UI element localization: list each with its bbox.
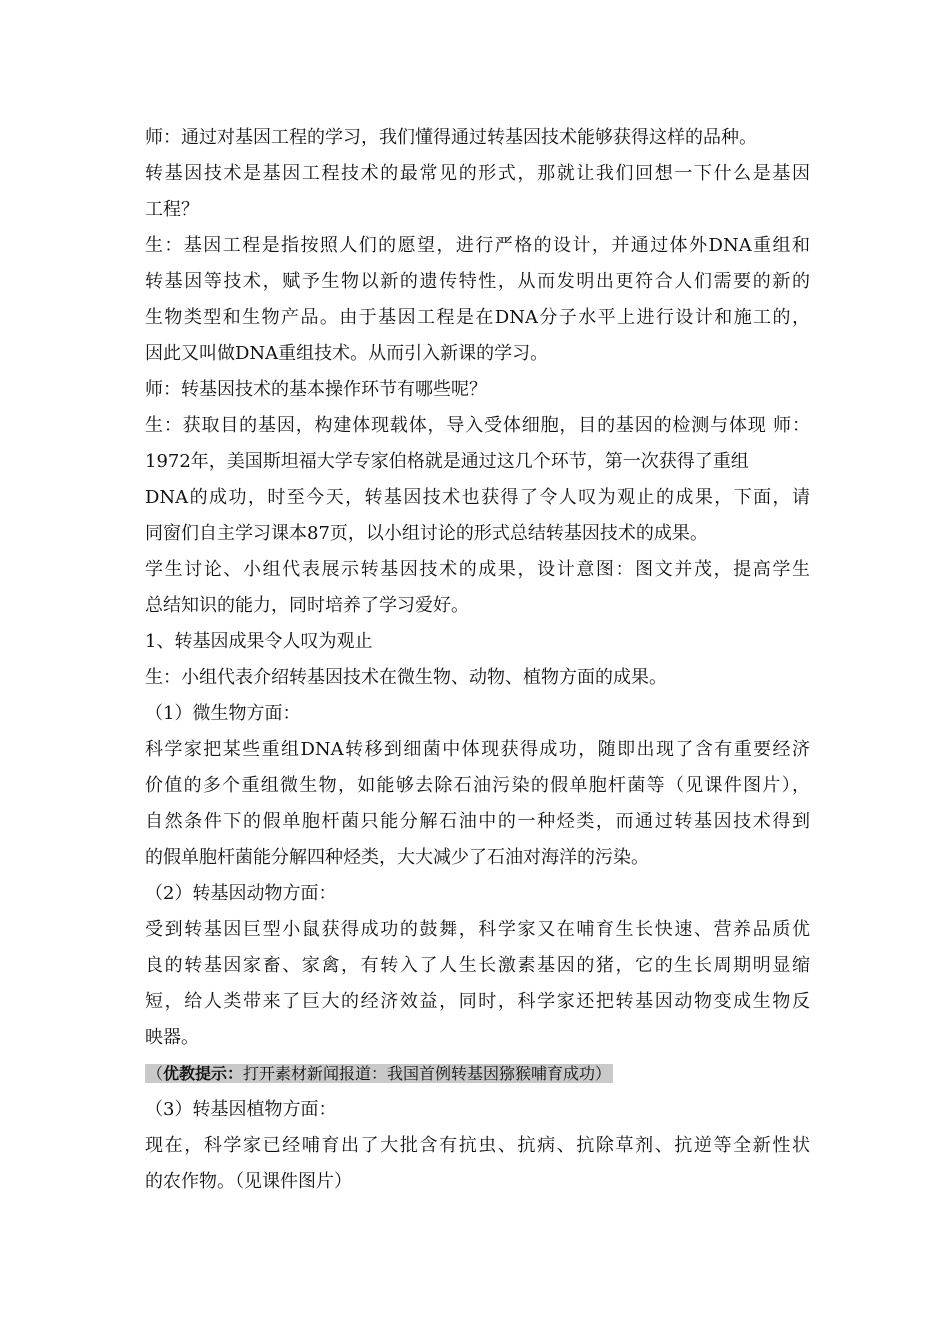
subsection-heading: （3）转基因植物方面： xyxy=(145,1099,337,1120)
tip-open-paren: （ xyxy=(147,1064,164,1083)
paragraph-line: 映器。 xyxy=(145,1027,199,1048)
paragraph-line: 的假单胞杆菌能分解四种烃类，大大减少了石油对海洋的污染。 xyxy=(145,847,649,868)
paragraph-line: 生：获取目的基因，构建体现载体，导入受体细胞，目的基因的检测与体现 师： xyxy=(145,415,810,436)
paragraph-line: 生：小组代表介绍转基因技术在微生物、动物、植物方面的成果。 xyxy=(145,667,667,688)
tip-text: 打开素材新闻报道：我国首例转基因猕猴哺育成功） xyxy=(243,1064,612,1083)
paragraph-line: DNA的成功，时至今天，转基因技术也获得了令人叹为观止的成果，下面，请 xyxy=(145,487,810,508)
paragraph-line: 良的转基因家畜、家禽，有转入了人生长激素基因的猪，它的生长周期明显缩 xyxy=(145,955,810,976)
subsection-heading: （1）微生物方面： xyxy=(145,703,301,724)
paragraph-line: 的农作物。（见课件图片） xyxy=(145,1171,352,1192)
paragraph-line: 因此又叫做DNA重组技术。从而引入新课的学习。 xyxy=(145,343,549,364)
paragraph-line: 总结知识的能力，同时培养了学习爱好。 xyxy=(145,595,469,616)
paragraph-line: 科学家把某些重组DNA转移到细菌中体现获得成功，随即出现了含有重要经济 xyxy=(145,739,810,760)
paragraph-line: 1972年，美国斯坦福大学专家伯格就是通过这几个环节，第一次获得了重组 xyxy=(145,451,749,472)
paragraph-line: 受到转基因巨型小鼠获得成功的鼓舞，科学家又在哺育生长快速、营养品质优 xyxy=(145,919,810,940)
teaching-tip-highlight xyxy=(145,1064,613,1083)
section-heading: 1、转基因成果令人叹为观止 xyxy=(145,631,373,652)
paragraph-line: 转基因技术是基因工程技术的最常见的形式，那就让我们回想一下什么是基因 xyxy=(145,163,810,184)
document-page xyxy=(145,120,810,1200)
paragraph-line: 学生讨论、小组代表展示转基因技术的成果，设计意图：图文并茂，提高学生 xyxy=(145,559,810,580)
paragraph-line: 生物类型和生物产品。由于基因工程是在DNA分子水平上进行设计和施工的， xyxy=(145,307,810,328)
paragraph-line: 同窗们自主学习课本87页，以小组讨论的形式总结转基因技术的成果。 xyxy=(145,523,708,544)
paragraph-line: 短，给人类带来了巨大的经济效益，同时，科学家还把转基因动物变成生物反 xyxy=(145,991,810,1012)
paragraph-line: 生：基因工程是指按照人们的愿望，进行严格的设计，并通过体外DNA重组和 xyxy=(145,235,810,256)
paragraph-line: 价值的多个重组微生物，如能够去除石油污染的假单胞杆菌等（见课件图片）， xyxy=(145,775,810,796)
tip-label: 优教提示： xyxy=(163,1064,244,1083)
paragraph-line: 现在，科学家已经哺育出了大批含有抗虫、抗病、抗除草剂、抗逆等全新性状 xyxy=(145,1135,810,1156)
paragraph-line: 自然条件下的假单胞杆菌只能分解石油中的一种烃类，而通过转基因技术得到 xyxy=(145,811,810,832)
paragraph-line: 工程？ xyxy=(145,199,199,220)
paragraph-line: 师：通过对基因工程的学习，我们懂得通过转基因技术能够获得这样的品种。 xyxy=(145,127,757,148)
paragraph-line: 转基因等技术，赋予生物以新的遗传特性，从而发明出更符合人们需要的新的 xyxy=(145,271,810,292)
teaching-tip-line xyxy=(145,1056,810,1092)
subsection-heading: （2）转基因动物方面： xyxy=(145,883,337,904)
paragraph-line: 师：转基因技术的基本操作环节有哪些呢？ xyxy=(145,379,487,400)
